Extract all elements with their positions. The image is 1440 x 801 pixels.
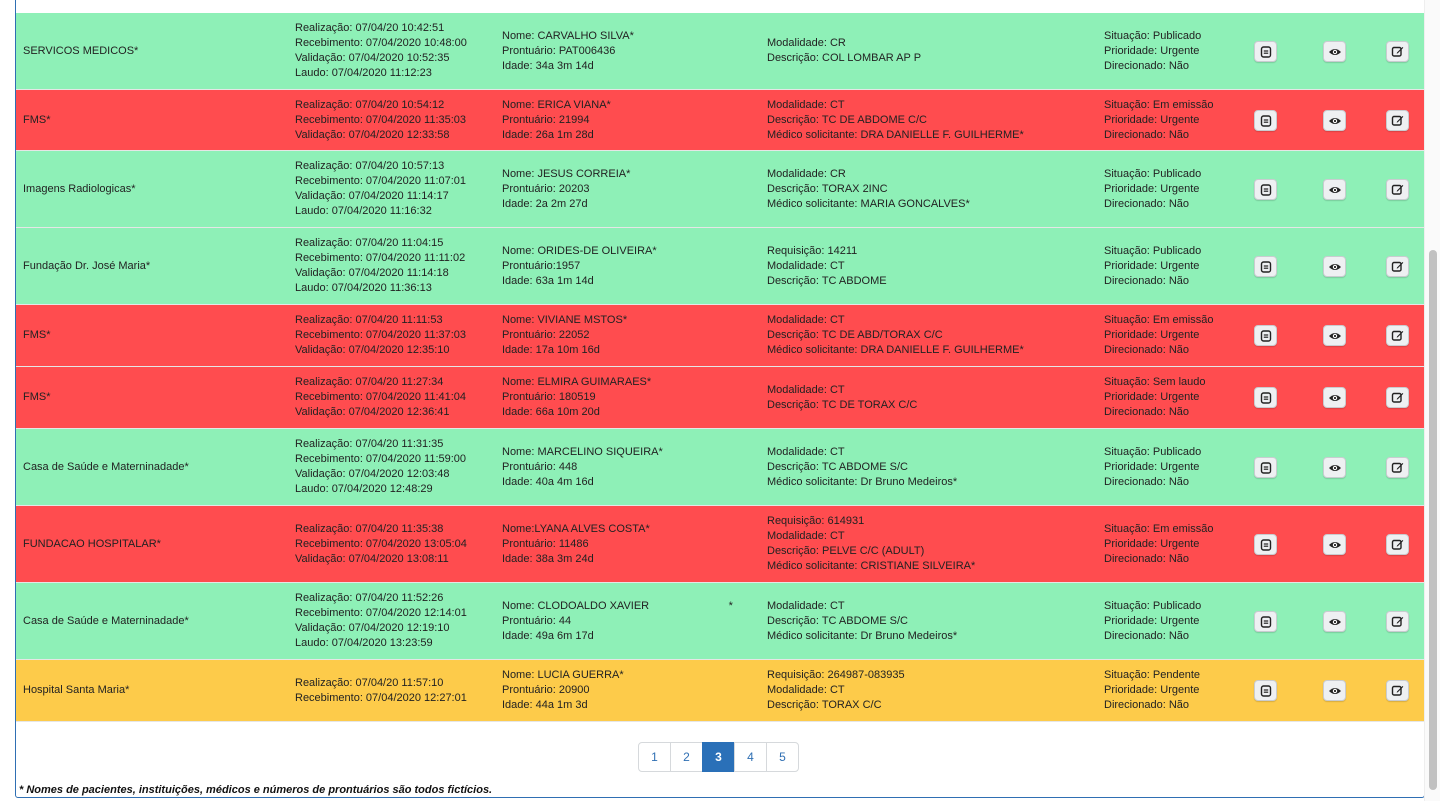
status-cell (1104, 228, 1244, 304)
exam-cell-line: Médico solicitante: DRA DANIELLE F. GUILHERME* (767, 344, 1024, 356)
eye-icon (1328, 262, 1342, 272)
table-row (16, 660, 1424, 722)
dates-cell-line: Laudo: 07/04/2020 11:36:13 (295, 282, 432, 294)
dates-cell-line: Validação: 07/04/2020 10:52:35 (295, 52, 450, 64)
patient-cell-line: Idade: 34a 3m 14d (502, 59, 594, 72)
institution-cell-text: Hospital Santa Maria* (23, 684, 130, 696)
dates-cell (295, 90, 495, 150)
dates-cell-line: Validação: 07/04/2020 12:03:48 (295, 468, 450, 480)
dates-cell-line: Laudo: 07/04/2020 13:23:59 (295, 637, 433, 649)
institution-cell (23, 429, 288, 505)
report-button[interactable] (1254, 534, 1277, 555)
exam-cell-line: Médico solicitante: MARIA GONCALVES* (767, 197, 970, 210)
exam-cell (767, 660, 1097, 721)
dates-cell-line: Recebimento: 07/04/2020 11:41:04 (295, 391, 467, 403)
status-cell (1104, 660, 1244, 721)
status-cell-line: Situação: Em emissão (1104, 98, 1214, 111)
exam-list-panel (15, 0, 1425, 798)
status-cell-line: Prioridade: Urgente (1104, 614, 1200, 627)
dates-cell-line: Laudo: 07/04/2020 11:16:32 (295, 205, 432, 217)
exam-cell (767, 90, 1097, 150)
scrollbar-thumb[interactable] (1429, 250, 1437, 790)
dates-cell (295, 583, 495, 659)
dates-cell (295, 151, 495, 227)
view-button[interactable] (1323, 457, 1346, 478)
eye-icon (1328, 331, 1342, 341)
patient-cell (502, 90, 752, 150)
status-cell-line: Prioridade: Urgente (1104, 684, 1200, 696)
edit-icon (1391, 183, 1404, 196)
status-cell-line: Prioridade: Urgente (1104, 329, 1200, 341)
page-scrollbar[interactable] (1424, 0, 1440, 801)
patient-cell-line: Prontuário: 22052 (502, 329, 590, 341)
status-cell (1104, 305, 1244, 366)
edit-icon (1391, 260, 1404, 273)
dates-cell-line: Realização: 07/04/20 11:11:53 (295, 314, 443, 326)
exam-cell-line: Descrição: TORAX C/C (767, 699, 882, 711)
institution-cell (23, 367, 288, 428)
patient-cell-line: Idade: 63a 1m 14d (502, 274, 594, 287)
exam-cell-line: Descrição: TC ABDOME (767, 274, 887, 287)
exam-cell-line: Descrição: PELVE C/C (ADULT) (767, 545, 925, 557)
exam-cell-line: Médico solicitante: Dr Bruno Medeiros* (767, 475, 958, 488)
exam-cell-line: Modalidade: CT (767, 530, 845, 542)
view-button[interactable] (1323, 256, 1346, 277)
dates-cell (295, 228, 495, 304)
view-button[interactable] (1323, 680, 1346, 701)
exam-cell (767, 506, 1097, 582)
patient-cell-line: Nome: VIVIANE MSTOS* (502, 314, 628, 326)
edit-button[interactable] (1386, 534, 1409, 555)
institution-cell-text: FMS* (23, 391, 51, 403)
eye-icon (1328, 47, 1342, 57)
table-header-strip (16, 0, 1424, 14)
exam-cell-line: Descrição: TC DE TORAX C/C (767, 398, 918, 411)
edit-icon (1391, 45, 1404, 58)
status-cell (1104, 90, 1244, 150)
page-3-button[interactable]: 3 (702, 742, 735, 772)
dates-cell-line: Laudo: 07/04/2020 11:12:23 (295, 67, 432, 79)
dates-cell (295, 506, 495, 582)
view-button[interactable] (1323, 179, 1346, 200)
institution-cell-text: FUNDACAO HOSPITALAR* (23, 537, 161, 550)
patient-cell-line: Nome: ORIDES-DE OLIVEIRA* (502, 244, 657, 257)
status-cell (1104, 429, 1244, 505)
status-cell (1104, 13, 1244, 89)
edit-button[interactable] (1386, 680, 1409, 701)
status-cell (1104, 151, 1244, 227)
institution-cell-text: Casa de Saúde e Materninadade* (23, 614, 189, 627)
view-button[interactable] (1323, 325, 1346, 346)
dates-cell-line: Validação: 07/04/2020 12:35:10 (295, 344, 450, 356)
institution-cell (23, 228, 288, 304)
status-cell (1104, 506, 1244, 582)
dates-cell-line: Realização: 07/04/20 11:31:35 (295, 438, 444, 450)
dates-cell-line: Recebimento: 07/04/2020 11:59:00 (295, 453, 467, 465)
exam-cell-line: Descrição: TORAX 2INC (767, 182, 888, 195)
view-button[interactable] (1323, 534, 1346, 555)
table-row (16, 228, 1424, 305)
exam-cell-line: Modalidade: CT (767, 383, 845, 396)
patient-cell-line: Nome: CLODOALDO XAVIER * (502, 599, 733, 612)
dates-cell-line: Realização: 07/04/20 11:27:34 (295, 376, 444, 388)
eye-icon (1328, 686, 1342, 696)
exam-cell-line: Requisição: 614931 (767, 515, 865, 527)
exam-cell (767, 305, 1097, 366)
status-cell (1104, 583, 1244, 659)
exam-cell-line: Descrição: TC DE ABDOME C/C (767, 113, 927, 126)
patient-cell-line: Nome: LUCIA GUERRA* (502, 669, 624, 681)
edit-icon (1391, 391, 1404, 404)
institution-cell-text: FMS* (23, 329, 51, 341)
disclaimer-footnote: * Nomes de pacientes, instituições, médicos e números de prontuários são todos fictícios. (19, 784, 493, 796)
institution-cell-text: Fundação Dr. José Maria* (23, 259, 151, 272)
dates-cell-line: Realização: 07/04/20 10:54:12 (295, 98, 445, 111)
report-icon (1260, 685, 1272, 697)
edit-icon (1391, 114, 1404, 127)
page-4-button[interactable]: 4 (734, 742, 767, 772)
institution-cell-text: SERVICOS MEDICOS* (23, 44, 139, 57)
status-cell-line: Prioridade: Urgente (1104, 537, 1200, 550)
patient-cell-line: Idade: 66a 10m 20d (502, 406, 600, 418)
dates-cell-line: Validação: 07/04/2020 12:33:58 (295, 128, 450, 141)
dates-cell (295, 429, 495, 505)
patient-cell-line: Prontuário: 180519 (502, 391, 596, 403)
edit-button[interactable] (1386, 325, 1409, 346)
institution-cell-text: FMS* (23, 113, 51, 126)
dates-cell-line: Recebimento: 07/04/2020 11:37:03 (295, 329, 467, 341)
status-cell-line: Direcionado: Não (1104, 59, 1189, 72)
table-row (16, 305, 1424, 367)
view-button[interactable] (1323, 387, 1346, 408)
patient-cell-line: Prontuário: 448 (502, 460, 578, 473)
report-button[interactable] (1254, 179, 1277, 200)
dates-cell-line: Recebimento: 07/04/2020 10:48:00 (295, 37, 467, 49)
edit-button[interactable] (1386, 110, 1409, 131)
status-cell-line: Direcionado: Não (1104, 552, 1189, 565)
report-button[interactable] (1254, 680, 1277, 701)
institution-cell (23, 305, 288, 366)
dates-cell (295, 305, 495, 366)
page-2-button[interactable]: 2 (670, 742, 703, 772)
patient-cell (502, 13, 752, 89)
exam-cell-line: Descrição: TC DE ABD/TORAX C/C (767, 329, 943, 341)
table-row (16, 13, 1424, 90)
patient-cell-line: Nome: ERICA VIANA* (502, 98, 611, 111)
edit-icon (1391, 461, 1404, 474)
status-cell-line: Direcionado: Não (1104, 274, 1189, 287)
patient-cell-line: Idade: 17a 10m 16d (502, 344, 600, 356)
dates-cell-line: Realização: 07/04/20 11:35:38 (295, 522, 444, 535)
patient-cell-line: Nome:LYANA ALVES COSTA* (502, 522, 650, 535)
eye-icon (1328, 463, 1342, 473)
dates-cell-line: Validação: 07/04/2020 12:36:41 (295, 406, 450, 418)
report-button[interactable] (1254, 256, 1277, 277)
patient-cell-line: Nome: MARCELINO SIQUEIRA* (502, 445, 663, 458)
patient-cell-line: Idade: 2a 2m 27d (502, 197, 588, 210)
status-cell-line: Prioridade: Urgente (1104, 182, 1200, 195)
exam-cell (767, 367, 1097, 428)
patient-cell-line: Prontuário: 21994 (502, 113, 590, 126)
report-button[interactable] (1254, 611, 1277, 632)
status-cell-line: Prioridade: Urgente (1104, 259, 1200, 272)
eye-icon (1328, 116, 1342, 126)
patient-cell-line: Nome: CARVALHO SILVA* (502, 29, 634, 42)
exam-cell-line: Modalidade: CT (767, 684, 845, 696)
dates-cell-line: Realização: 07/04/20 10:42:51 (295, 22, 445, 34)
dates-cell-line: Laudo: 07/04/2020 12:48:29 (295, 483, 433, 495)
status-cell-line: Situação: Pendente (1104, 669, 1201, 681)
exam-cell-line: Modalidade: CT (767, 98, 845, 111)
eye-icon (1328, 540, 1342, 550)
exam-cell-line: Requisição: 264987-083935 (767, 669, 905, 681)
patient-cell-line: Prontuário: 44 (502, 614, 572, 627)
status-cell-line: Situação: Em emissão (1104, 522, 1214, 535)
exam-cell-line: Descrição: COL LOMBAR AP P (767, 52, 922, 64)
status-cell-line: Direcionado: Não (1104, 128, 1189, 141)
report-icon (1260, 184, 1272, 196)
institution-cell (23, 583, 288, 659)
dates-cell-line: Validação: 07/04/2020 13:08:11 (295, 552, 449, 565)
exam-cell-line: Modalidade: CT (767, 259, 845, 272)
dates-cell-line: Recebimento: 07/04/2020 12:14:01 (295, 607, 467, 619)
dates-cell-line: Recebimento: 07/04/2020 13:05:04 (295, 537, 467, 550)
patient-cell-line: Idade: 49a 6m 17d (502, 629, 594, 642)
table-row (16, 429, 1424, 506)
dates-cell-line: Recebimento: 07/04/2020 11:35:03 (295, 113, 467, 126)
exam-cell-line: Modalidade: CT (767, 599, 845, 612)
edit-button[interactable] (1386, 387, 1409, 408)
patient-cell (502, 583, 752, 659)
exam-cell-line: Modalidade: CR (767, 167, 846, 180)
exam-cell-line: Médico solicitante: Dr Bruno Medeiros* (767, 629, 958, 642)
status-cell-line: Direcionado: Não (1104, 699, 1189, 711)
patient-cell-line: Idade: 38a 3m 24d (502, 552, 594, 565)
exam-cell-line: Médico solicitante: CRISTIANE SILVEIRA* (767, 560, 976, 572)
exam-cell (767, 228, 1097, 304)
dates-cell-line: Recebimento: 07/04/2020 12:27:01 (295, 691, 467, 704)
view-button[interactable] (1323, 41, 1346, 62)
status-cell-line: Situação: Publicado (1104, 599, 1202, 612)
institution-cell (23, 506, 288, 582)
status-cell-line: Direcionado: Não (1104, 197, 1189, 210)
report-button[interactable] (1254, 110, 1277, 131)
report-button[interactable] (1254, 41, 1277, 62)
patient-cell (502, 305, 752, 366)
dates-cell-line: Recebimento: 07/04/2020 11:07:01 (295, 175, 467, 187)
eye-icon (1328, 393, 1342, 403)
status-cell-line: Situação: Sem laudo (1104, 376, 1206, 388)
patient-cell (502, 151, 752, 227)
report-icon (1260, 330, 1272, 342)
status-cell-line: Prioridade: Urgente (1104, 460, 1200, 473)
institution-cell-text: Casa de Saúde e Materninadade* (23, 460, 189, 473)
status-cell-line: Prioridade: Urgente (1104, 44, 1200, 57)
report-icon (1260, 616, 1272, 628)
page-5-button[interactable]: 5 (766, 742, 799, 772)
edit-icon (1391, 684, 1404, 697)
eye-icon (1328, 617, 1342, 627)
report-icon (1260, 115, 1272, 127)
view-button[interactable] (1323, 611, 1346, 632)
dates-cell-line: Realização: 07/04/20 11:52:26 (295, 592, 444, 604)
dates-cell-line: Realização: 07/04/20 11:57:10 (295, 676, 444, 689)
exam-cell-line: Descrição: TC ABDOME S/C (767, 614, 908, 627)
status-cell-line: Prioridade: Urgente (1104, 391, 1200, 403)
status-cell-line: Direcionado: Não (1104, 344, 1189, 356)
exam-cell (767, 583, 1097, 659)
dates-cell-line: Recebimento: 07/04/2020 11:11:02 (295, 252, 466, 264)
dates-cell-line: Realização: 07/04/20 11:04:15 (295, 237, 444, 249)
dates-cell-line: Validação: 07/04/2020 11:14:18 (295, 267, 449, 279)
institution-cell-text: Imagens Radiologicas* (23, 182, 136, 195)
patient-cell (502, 660, 752, 721)
table-row (16, 583, 1424, 660)
edit-button[interactable] (1386, 611, 1409, 632)
patient-cell-line: Prontuário:1957 (502, 259, 581, 272)
patient-cell (502, 367, 752, 428)
table-row (16, 90, 1424, 151)
edit-icon (1391, 538, 1404, 551)
patient-cell-line: Prontuário: 11486 (502, 537, 589, 550)
exam-cell-line: Descrição: TC ABDOME S/C (767, 460, 908, 473)
status-cell-line: Direcionado: Não (1104, 475, 1189, 488)
status-cell-line: Situação: Publicado (1104, 445, 1202, 458)
patient-cell-line: Idade: 26a 1m 28d (502, 128, 594, 141)
exam-cell (767, 13, 1097, 89)
patient-cell-line: Idade: 44a 1m 3d (502, 699, 588, 711)
patient-cell-line: Prontuário: 20203 (502, 182, 590, 195)
dates-cell-line: Validação: 07/04/2020 11:14:17 (295, 190, 449, 202)
status-cell-line: Direcionado: Não (1104, 406, 1189, 418)
patient-cell (502, 506, 752, 582)
patient-cell-line: Prontuário: PAT006436 (502, 44, 616, 57)
status-cell (1104, 367, 1244, 428)
exam-cell-line: Médico solicitante: DRA DANIELLE F. GUILHERME* (767, 128, 1024, 141)
patient-cell (502, 228, 752, 304)
table-row (16, 151, 1424, 228)
edit-button[interactable] (1386, 457, 1409, 478)
status-cell-line: Situação: Publicado (1104, 167, 1202, 180)
report-icon (1260, 462, 1272, 474)
institution-cell (23, 90, 288, 150)
table-row (16, 367, 1424, 429)
report-button[interactable] (1254, 387, 1277, 408)
dates-cell-line: Realização: 07/04/20 10:57:13 (295, 160, 445, 172)
dates-cell (295, 367, 495, 428)
status-cell-line: Situação: Publicado (1104, 29, 1202, 42)
eye-icon (1328, 185, 1342, 195)
report-button[interactable] (1254, 457, 1277, 478)
patient-cell-line: Idade: 40a 4m 16d (502, 475, 594, 488)
dates-cell-line: Validação: 07/04/2020 12:19:10 (295, 622, 450, 634)
institution-cell (23, 660, 288, 721)
report-icon (1260, 261, 1272, 273)
exam-cell (767, 429, 1097, 505)
institution-cell (23, 13, 288, 89)
dates-cell (295, 660, 495, 721)
edit-button[interactable] (1386, 256, 1409, 277)
edit-icon (1391, 329, 1404, 342)
exam-cell-line: Modalidade: CT (767, 314, 845, 326)
report-icon (1260, 46, 1272, 58)
status-cell-line: Prioridade: Urgente (1104, 113, 1200, 126)
patient-cell-line: Nome: ELMIRA GUIMARAES* (502, 376, 652, 388)
institution-cell (23, 151, 288, 227)
report-icon (1260, 539, 1272, 551)
report-icon (1260, 392, 1272, 404)
view-button[interactable] (1323, 110, 1346, 131)
report-button[interactable] (1254, 325, 1277, 346)
page-1-button[interactable]: 1 (638, 742, 671, 772)
exam-cell-line: Modalidade: CR (767, 37, 846, 49)
edit-button[interactable] (1386, 41, 1409, 62)
status-cell-line: Situação: Publicado (1104, 244, 1202, 257)
exam-cell (767, 151, 1097, 227)
edit-icon (1391, 615, 1404, 628)
status-cell-line: Situação: Em emissão (1104, 314, 1214, 326)
patient-cell-line: Nome: JESUS CORREIA* (502, 167, 631, 180)
status-cell-line: Direcionado: Não (1104, 629, 1189, 642)
patient-cell-line: Prontuário: 20900 (502, 684, 590, 696)
dates-cell (295, 13, 495, 89)
exam-cell-line: Requisição: 14211 (767, 244, 858, 257)
edit-button[interactable] (1386, 179, 1409, 200)
table-row (16, 506, 1424, 583)
pagination (638, 742, 799, 772)
patient-cell (502, 429, 752, 505)
exam-cell-line: Modalidade: CT (767, 445, 845, 458)
